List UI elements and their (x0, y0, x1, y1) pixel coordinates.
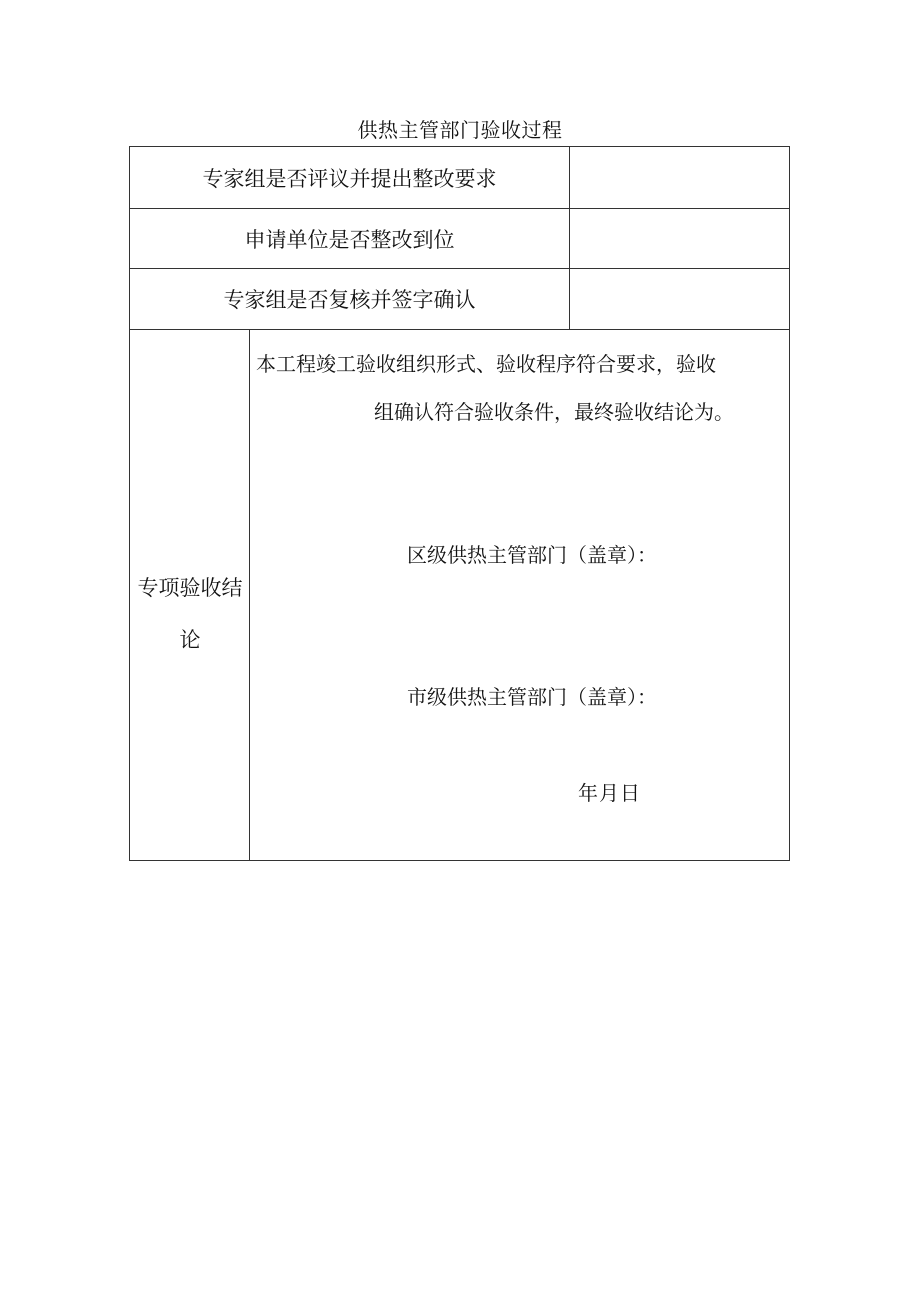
conclusion-row (130, 330, 789, 860)
table-row (130, 147, 789, 209)
acceptance-form-table (129, 146, 790, 861)
conclusion-body-cell[interactable] (250, 330, 789, 860)
table-row (130, 209, 789, 269)
conclusion-label-cell (130, 330, 250, 860)
page-title: 供热主管部门验收过程 (357, 118, 563, 142)
rectification-value-cell[interactable] (570, 209, 789, 268)
district-stamp-label: 区级供热主管部门（盖章）： (407, 543, 657, 567)
expert-signoff-value-cell[interactable] (570, 269, 789, 329)
expert-review-value-cell[interactable] (570, 147, 789, 208)
table-row (130, 269, 789, 330)
conclusion-label-line2: 论 (179, 628, 201, 652)
city-stamp-label: 市级供热主管部门（盖章）： (407, 685, 657, 709)
expert-signoff-label: 专家组是否复核并签字确认 (130, 269, 570, 329)
conclusion-statement-line1: 本工程竣工验收组织形式、验收程序符合要求，验收 (256, 352, 716, 376)
expert-review-label: 专家组是否评议并提出整改要求 (130, 147, 570, 208)
conclusion-statement-line2: 组确认符合验收条件，最终验收结论为。 (374, 400, 734, 424)
date-label: 年月日 (578, 781, 641, 805)
rectification-label: 申请单位是否整改到位 (130, 209, 570, 268)
conclusion-label-line1: 专项验收结 (137, 576, 243, 600)
conclusion-label (132, 562, 248, 666)
